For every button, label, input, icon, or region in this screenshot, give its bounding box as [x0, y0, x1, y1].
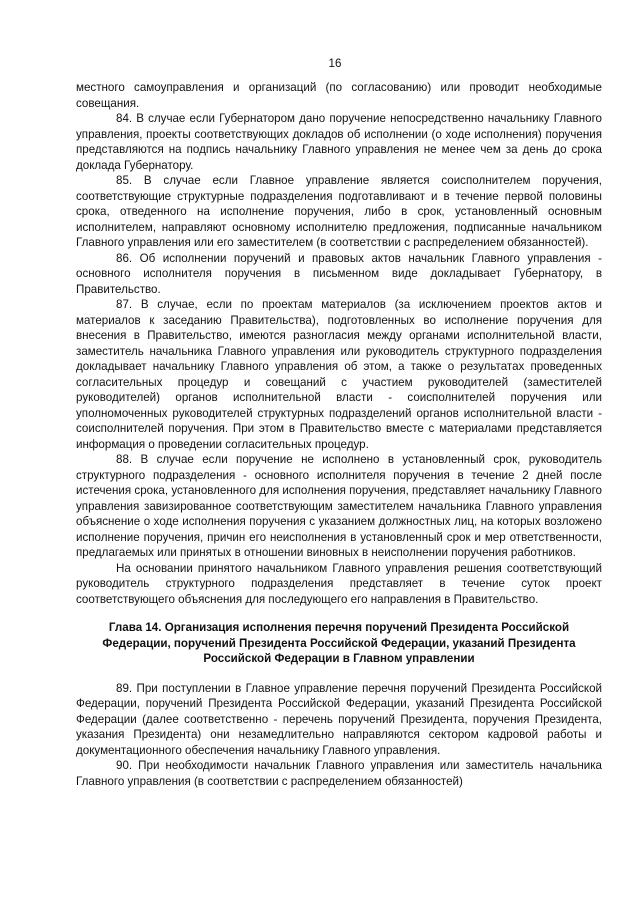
paragraph-88: 88. В случае если поручение не исполнено в установленный срок, руководитель структурного подразделения - основного исполнителя поручения в течение 2 дней после истечения срока, установленного для исполнения поручения, представляет начальнику Главного управления завизированное соответствующим заместителем начальника Главного управления объяснение о ходе исполнения поручения с указанием должностных лиц, на которых возложено исполнение поручения, причин его неисполнения в установленный срок и мер ответственности, предлагаемых или принятых в отношении виновных в неисполнении поручения работников.	[76, 453, 602, 559]
paragraph-86: 86. Об исполнении поручений и правовых актов начальник Главного управления - основного исполнителя поручения в письменном виде докладывает Губернатору, в Правительство.	[76, 251, 602, 296]
document-page	[76, 56, 602, 789]
paragraph-88-continuation: На основании принятого начальником Главного управления решения соответствующий руководитель структурного подразделения представляет в течение суток проект соответствующего объяснения для последующего его направления в Правительство.	[76, 561, 602, 606]
paragraph-90: 90. При необходимости начальник Главного управления или заместитель начальника Главного управления (в соответствии с распределением обязанностей)	[76, 759, 602, 788]
paragraph-85: 85. В случае если Главное управление является соисполнителем поручения, соответствующие структурные подразделения подготавливают и в течение первой половины срока, отведенного на исполнение поручения, либо в срок, установленный основным исполнителем, направляют основному исполнителю предложения, подписанные начальником Главного управления или его заместителем (в соответствии с распределением обязанностей).	[76, 174, 602, 249]
page-number: 16	[328, 57, 342, 70]
paragraph-84: 84. В случае если Губернатором дано поручение непосредственно начальнику Главного управления, проекты соответствующих докладов об исполнении (о ходе исполнения) поручения представляются на подпись начальнику Главного управления не менее чем за день до срока доклада Губернатору.	[76, 112, 602, 172]
chapter-heading: Глава 14. Организация исполнения перечня поручений Президента Российской Федерации, поручений Президента Российской Федерации, указаний Президента Российской Федерации в Главном управлении	[102, 621, 576, 665]
paragraph-continuation: местного самоуправления и организаций (по согласованию) или проводит необходимые совещания.	[76, 81, 602, 110]
paragraph-89: 89. При поступлении в Главное управление перечня поручений Президента Российской Федерации, поручений Президента Российской Федерации, указаний Президента Российской Федерации (далее соответственно - перечень поручений Президента, поручения Президента, указания Президента) они незамедлительно направляются сектором кадровой работы и документационного обеспечения начальнику Главного управления.	[76, 681, 602, 757]
paragraph-87: 87. В случае, если по проектам материалов (за исключением проектов актов и материалов к заседанию Правительства), подготовленных во исполнение поручения для внесения в Правительство, имеются разногласия между органами исполнительной власти, заместитель начальника Главного управления или руководитель структурного подразделения докладывает начальнику Главного управления об этом, а также о результатах проведенных согласительных процедур и совещаний с участием руководителей (заместителей руководителей) органов исполнительной власти - соисполнителей поручения или уполномоченных руководителей структурных подразделений органов исполнительной власти - соисполнителей поручения. При этом в Правительство вместе с материалами представляется информация о проведении согласительных процедур.	[76, 298, 602, 451]
